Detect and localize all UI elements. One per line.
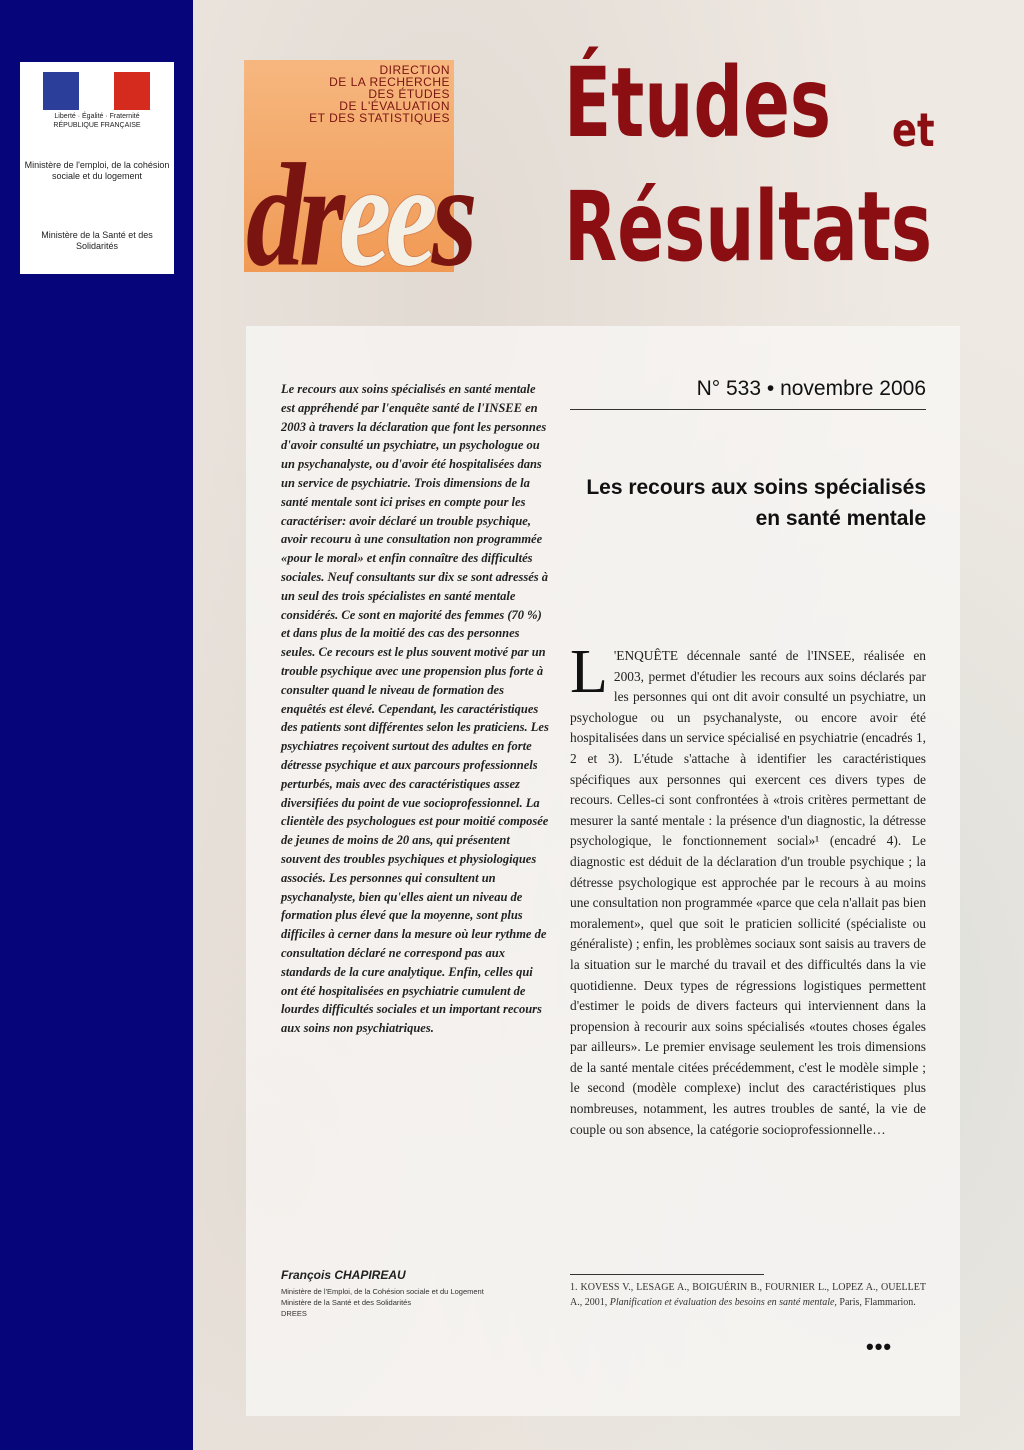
- flag-white-band: [79, 72, 114, 110]
- drees-logo: [244, 60, 472, 297]
- masthead-etudes: Études: [564, 47, 831, 159]
- article-body: [570, 638, 927, 1140]
- flag-blue-band: [43, 72, 79, 110]
- drees-line: ET DES STATISTIQUES: [309, 111, 450, 125]
- footnote-authors: 1. KOVESS V., LESAGE A., BOIGUÉRIN B., FOURNIER L., LOPEZ A., OUELLET A., 2001,: [570, 1282, 926, 1308]
- footnote-title: Planification et évaluation des besoins en santé mentale,: [609, 1297, 837, 1308]
- french-flag-icon: [43, 72, 150, 110]
- drees-line: DE L'ÉVALUATION: [339, 99, 450, 113]
- article-title: Les recours aux soins spécialisés en santé mentale: [586, 476, 926, 530]
- continued-indicator: •••: [866, 1334, 893, 1359]
- affiliation-line: DREES: [281, 1309, 307, 1318]
- drees-word-part: dr: [246, 133, 339, 297]
- footnote: [570, 1280, 926, 1310]
- affiliation-line: Ministère de l'Emploi, de la Cohésion sociale et du Logement: [281, 1287, 484, 1296]
- masthead-et: et: [892, 103, 935, 157]
- masthead-resultats: Résultats: [564, 171, 933, 283]
- footnote-publisher: Paris, Flammarion.: [839, 1297, 916, 1308]
- drees-line: DE LA RECHERCHE: [329, 75, 450, 89]
- footnote-divider: [570, 1274, 764, 1275]
- drop-cap: L: [570, 638, 608, 706]
- republic-motto: Liberté · Égalité · Fraternité RÉPUBLIQUE FRANÇAISE: [53, 113, 141, 129]
- drees-word-part: s: [431, 133, 472, 297]
- body-text: décennale santé de l'INSEE, réalisée en 2003, permet d'étudier les recours aux soins déclarés par les personnes qui ont dit avoir consulté un psychiatre, un psychologue ou un psychanalyste, ou encore avoir été hospitalisées dans un service spécialisé en psychiatrie (encadrés 1, 2 et 3). L'étude s'attache à identifier les caractéristiques spécifiques aux personnes qui exercent ces divers types de recours. Celles-ci sont confrontées à «trois critères permettant de mesurer la santé mentale : la présence d'un diagnostic, la détresse psychologique, le fonctionnement social»¹ (encadré 4). Le diagnostic est déduit de la déclaration d'un trouble psychique ; la détresse psychologique est approchée par le recours à au moins une consultation non programmée «parce que cela n'allait pas bien moralement», quel que soit le praticien sollicité (spécialiste ou généraliste) ; enfin, les problèmes sociaux sont saisis au travers de la situation sur le marché du travail et des difficultés dans la vie quotidienne. Deux types de régressions logistiques permettent d'estimer le poids de divers facteurs qui interviennent dans la propension à recourir aux soins spécialisés «toutes choses égales par ailleurs». Le premier envisage seulement les trois dimensions de la santé mentale citées précédemment, c'est le modèle simple ; le second (modèle complexe) inclut des caractéristiques plus nombreuses, notamment, les autres troubles de santé, la vie de couple ou son absence, la catégorie socioprofessionnelle…: [570, 648, 927, 1137]
- body-lead-in: 'ENQUÊTE: [613, 648, 679, 663]
- drees-line: DES ÉTUDES: [368, 87, 450, 101]
- drees-full-name: [284, 64, 450, 124]
- author-name: François CHAPIREAU: [281, 1268, 406, 1282]
- ministry-employment: Ministère de l'emploi, de la cohésion sociale et du logement: [24, 160, 170, 181]
- author-affiliation: [281, 1286, 581, 1319]
- ministry-logo: [20, 62, 174, 274]
- affiliation-line: Ministère de la Santé et des Solidarités: [281, 1298, 412, 1307]
- flag-red-band: [114, 72, 150, 110]
- issue-number: N° 533 • novembre 2006: [696, 377, 926, 400]
- ministry-health: Ministère de la Santé et des Solidarités: [41, 230, 153, 251]
- drees-wordmark: [246, 122, 472, 310]
- abstract: Le recours aux soins spécialisés en santé mentale est appréhendé par l'enquête santé de l'INSEE en 2003 à travers la déclaration que font les personnes d'avoir consulté un psychiatre, un psychologue ou un psychanalyste, ou d'avoir été hospitalisées dans un service de psychiatrie. Trois dimensions de la santé mentale sont ici prises en compte pour les caractériser: avoir déclaré un trouble psychique, avoir recouru à une consultation non programmée «pour le moral» et enfin connaître des difficultés sociales. Neuf consultants sur dix se sont adressés à un seul des trois spécialistes en santé mentale considérés. Ce sont en majorité des femmes (70 %) et dans plus de la moitié des cas des personnes seules. Ce recours est le plus souvent motivé par un trouble psychique avec une propension plus forte à consulter quand le niveau de formation des enquêtés est élevé. Cependant, les caractéristiques des patients sont différentes selon les praticiens. Les psychiatres reçoivent surtout des adultes en forte détresse psychique et aux parcours professionnels perturbés, mais avec des caractéristiques assez diversifiées du point de vue socioprofessionnel. La clientèle des psychologues est pour moitié composée de jeunes de moins de 20 ans, qui présentent souvent des troubles psychiques et physiologiques associés. Les personnes qui consultent un psychanalyste, bien qu'elles aient un niveau de formation plus élevé que la moyenne, sont plus difficiles à cerner dans la mesure où leur rythme de consultation déclaré ne correspond pas aux standards de la cure analytique. Enfin, celles qui ont été hospitalisées en psychiatrie cumulent de lourdes difficultés sociales et un important recours aux soins non psychiatriques.: [281, 382, 549, 1036]
- drees-line: DIRECTION: [379, 63, 450, 77]
- issue-divider: [570, 409, 926, 410]
- drees-word-part: ee: [338, 133, 432, 297]
